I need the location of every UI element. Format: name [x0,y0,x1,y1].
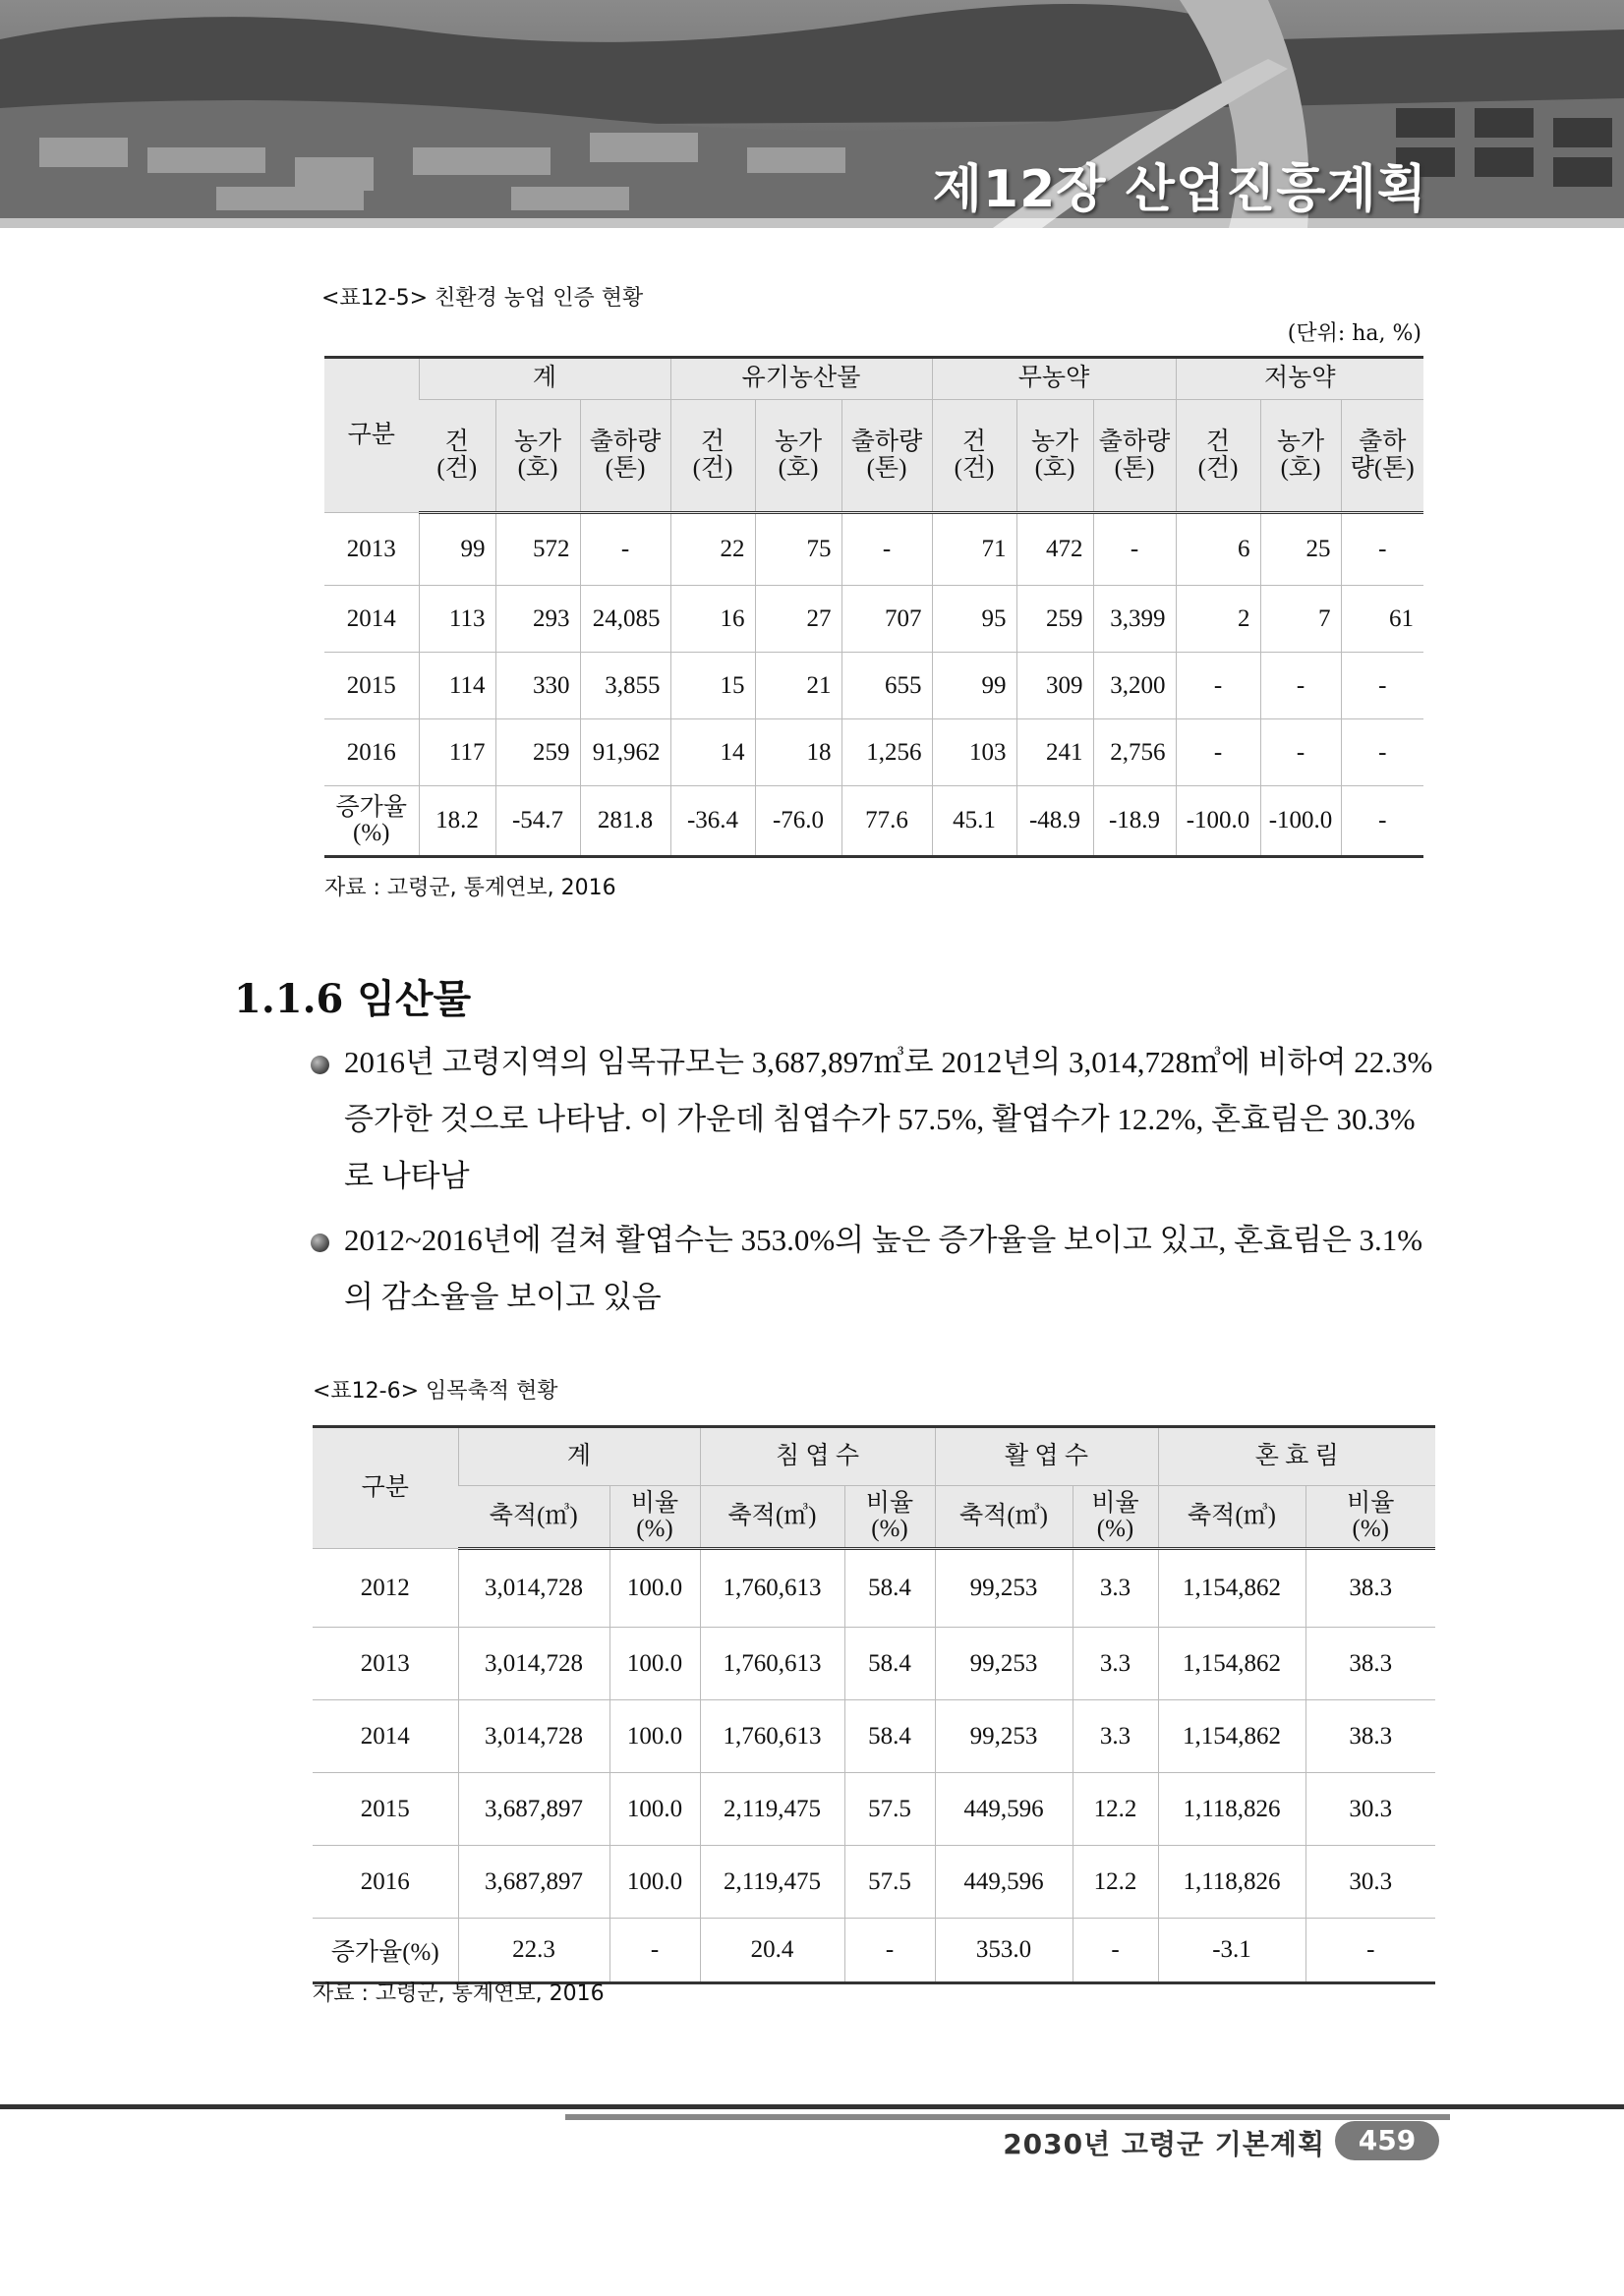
header-line: 농가 [513,429,562,456]
header-line: 농가 [1276,429,1325,456]
growth-row [324,786,1423,857]
table-cell: 1,154,862 [1158,1628,1305,1700]
header-line: 축적(㎥) [727,1502,817,1529]
table-cell: 3.3 [1073,1549,1158,1628]
eco-farming-certification-table [324,356,1423,858]
header-line: (호) [778,454,819,482]
table-cell: 2,119,475 [700,1773,844,1846]
table-cell: - [1176,719,1260,786]
header-banner [0,0,1624,228]
column-header [1073,1486,1158,1549]
column-header [932,400,1016,513]
table-row [313,1700,1435,1773]
header-line: 출하량 [1098,429,1171,456]
table-cell: -18.9 [1093,786,1176,857]
header-line: 축적(㎥) [959,1502,1048,1529]
table-cell: - [1341,653,1423,719]
table-cell: 18.2 [419,786,495,857]
table-cell: 2,119,475 [700,1846,844,1919]
row-label: 2016 [324,719,419,786]
table-cell: 309 [1016,653,1093,719]
table-cell: 100.0 [609,1700,700,1773]
table2-caption: <표12-6> 임목축적 현황 [313,1379,558,1404]
table-cell: 25 [1260,513,1341,586]
table-cell: 22.3 [458,1919,609,1983]
row-label: 2014 [324,586,419,653]
table-row [313,1773,1435,1846]
table-cell: 281.8 [580,786,670,857]
header-line: (톤) [866,454,907,482]
group-header: 혼 효 림 [1158,1427,1435,1486]
group-header: 무농약 [932,358,1176,400]
bullet-icon [311,1234,329,1252]
table-cell: -100.0 [1260,786,1341,857]
header-line: 출하 [1359,429,1407,456]
table-cell: 3,014,728 [458,1628,609,1700]
column-header [844,1486,935,1549]
header-line: 비율 [1091,1489,1139,1517]
table-cell: 57.5 [844,1773,935,1846]
header-line: (톤) [605,454,646,482]
table-cell: - [1260,653,1341,719]
table-cell: -76.0 [755,786,841,857]
table-cell: 3,855 [580,653,670,719]
row-label: 2013 [324,513,419,586]
column-header [1176,400,1260,513]
table-cell: 1,760,613 [700,1549,844,1628]
table-cell: - [844,1919,935,1983]
table-cell: 3,399 [1093,586,1176,653]
column-header [670,400,755,513]
row-label: 2012 [313,1549,458,1628]
header-line: (건) [954,454,995,482]
table-cell: - [1176,653,1260,719]
table-cell: 75 [755,513,841,586]
table-cell: 114 [419,653,495,719]
header-line: 출하량 [850,429,923,456]
table-cell: 1,118,826 [1158,1773,1305,1846]
column-header [458,1486,609,1549]
column-header [935,1486,1073,1549]
table-cell: 30.3 [1305,1773,1435,1846]
table-cell: 1,154,862 [1158,1700,1305,1773]
header-line: (호) [1280,454,1321,482]
table-cell: 21 [755,653,841,719]
table-cell: 99 [419,513,495,586]
table-cell: 14 [670,719,755,786]
column-header [1305,1486,1435,1549]
table-row [313,1549,1435,1628]
table-cell: 58.4 [844,1700,935,1773]
table-cell: 99 [932,653,1016,719]
table-cell: 12.2 [1073,1773,1158,1846]
table-cell: 57.5 [844,1846,935,1919]
table-cell: 100.0 [609,1628,700,1700]
header-line: (%) [636,1516,673,1542]
table-cell: - [580,513,670,586]
row-label [324,786,419,857]
table-row [324,653,1423,719]
table-cell: 113 [419,586,495,653]
footer-title: 2030년 고령군 기본계획 [1003,2128,1325,2160]
table-cell: 22 [670,513,755,586]
table-cell: 449,596 [935,1846,1073,1919]
table-cell: 100.0 [609,1846,700,1919]
table-cell: 77.6 [841,786,932,857]
table-cell: 99,253 [935,1549,1073,1628]
table1-unit: (단위: ha, %) [1287,321,1421,346]
bullet-paragraph: 2016년 고령지역의 임목규모는 3,687,897㎥로 2012년의 3,014,728㎥에 비하여 22.3% 증가한 것으로 나타남. 이 가운데 침엽수가 57.5%, 활엽수가 12.2%, 혼효림은 30.3%로 나타남 [344,1045,1433,1193]
header-line: 량(톤) [1350,454,1415,482]
footer-rule [0,2104,1624,2109]
table-cell: - [1341,513,1423,586]
table-cell: 7 [1260,586,1341,653]
header-line: 비율 [630,1489,679,1517]
table-cell: -36.4 [670,786,755,857]
table-cell: -100.0 [1176,786,1260,857]
row-label: 2015 [313,1773,458,1846]
column-header [609,1486,700,1549]
table-cell: 58.4 [844,1549,935,1628]
table-cell: 655 [841,653,932,719]
row-label: 2015 [324,653,419,719]
row-label: 2016 [313,1846,458,1919]
table-row [313,1846,1435,1919]
group-header: 유기농산물 [670,358,932,400]
header-line: 건 [961,429,987,456]
chapter-title: 제12장 산업진흥계획 [932,160,1427,219]
growth-row [313,1919,1435,1983]
table-cell: 293 [495,586,580,653]
table-cell: 38.3 [1305,1549,1435,1628]
column-header [700,1486,844,1549]
table-cell: 3.3 [1073,1700,1158,1773]
table-cell: - [1341,719,1423,786]
table-cell: 3,014,728 [458,1549,609,1628]
table-row [324,513,1423,586]
table-cell: - [1073,1919,1158,1983]
header-line: (호) [517,454,558,482]
footer-rule-accent [565,2114,1450,2120]
column-header [841,400,932,513]
table-cell: 707 [841,586,932,653]
table-cell: 3,687,897 [458,1846,609,1919]
table-row [324,586,1423,653]
forest-stock-table [313,1425,1435,1984]
column-header [1341,400,1423,513]
row-label: 2013 [313,1628,458,1700]
table-cell: - [1341,786,1423,857]
column-header [580,400,670,513]
table-cell: 45.1 [932,786,1016,857]
table-cell: 6 [1176,513,1260,586]
table-cell: 30.3 [1305,1846,1435,1919]
table-cell: 103 [932,719,1016,786]
table-cell: 1,154,862 [1158,1549,1305,1628]
column-header [419,400,495,513]
table-cell: 259 [495,719,580,786]
table-cell: -3.1 [1158,1919,1305,1983]
table-cell: - [1305,1919,1435,1983]
table-cell: 259 [1016,586,1093,653]
table-cell: 58.4 [844,1628,935,1700]
table-cell: -48.9 [1016,786,1093,857]
table-cell: 3,200 [1093,653,1176,719]
table-cell: 449,596 [935,1773,1073,1846]
table-row [324,719,1423,786]
table-cell: 1,760,613 [700,1700,844,1773]
header-line: (건) [1197,454,1239,482]
table-cell: 353.0 [935,1919,1073,1983]
header-line: (건) [436,454,478,482]
header-line: (건) [692,454,733,482]
table-row [313,1628,1435,1700]
header-line: 비율 [865,1489,914,1517]
table-cell: 572 [495,513,580,586]
table-cell: 472 [1016,513,1093,586]
header-line: (%) [871,1516,908,1542]
table-cell: 99,253 [935,1628,1073,1700]
table-cell: 241 [1016,719,1093,786]
header-line: 축적(㎥) [1188,1502,1276,1529]
group-header: 저농약 [1176,358,1423,400]
header-line: 건 [1205,429,1231,456]
header-line: 건 [700,429,725,456]
table-cell: 38.3 [1305,1700,1435,1773]
table-cell: 100.0 [609,1549,700,1628]
header-line: 출하량 [589,429,662,456]
table-cell: 27 [755,586,841,653]
header-line: 농가 [774,429,823,456]
table-cell: 2,756 [1093,719,1176,786]
table-cell: 16 [670,586,755,653]
table-cell: 117 [419,719,495,786]
row-label: 2014 [313,1700,458,1773]
page-number: 459 [1335,2121,1439,2160]
table-cell: -54.7 [495,786,580,857]
table-cell: 61 [1341,586,1423,653]
group-header: 활 엽 수 [935,1427,1158,1486]
header-line: 비율 [1347,1489,1395,1517]
table-cell: 3.3 [1073,1628,1158,1700]
table-cell: 1,118,826 [1158,1846,1305,1919]
header-line: 증가율 [335,793,407,821]
table-cell: 3,014,728 [458,1700,609,1773]
table-cell: 18 [755,719,841,786]
row-header-cell: 구분 [324,358,419,513]
row-header-cell: 구분 [313,1427,458,1549]
table-cell: 12.2 [1073,1846,1158,1919]
table-cell: 100.0 [609,1773,700,1846]
header-line: (%) [1096,1516,1134,1542]
header-line: 농가 [1030,429,1079,456]
group-header: 계 [419,358,670,400]
bullet-paragraph: 2012~2016년에 걸쳐 활엽수는 353.0%의 높은 증가율을 보이고 있고, 혼효림은 3.1%의 감소율을 보이고 있음 [344,1223,1423,1314]
column-header [755,400,841,513]
table-cell: - [609,1919,700,1983]
table-cell: 99,253 [935,1700,1073,1773]
column-header [1016,400,1093,513]
group-header: 계 [458,1427,700,1486]
table-cell: - [841,513,932,586]
table-cell: 24,085 [580,586,670,653]
group-header: 침 엽 수 [700,1427,935,1486]
table-cell: 3,687,897 [458,1773,609,1846]
column-header [1158,1486,1305,1549]
table-cell: 1,760,613 [700,1628,844,1700]
table-cell: - [1260,719,1341,786]
table-cell: 91,962 [580,719,670,786]
table1-caption: <표12-5> 친환경 농업 인증 현황 [321,286,644,311]
header-line: (호) [1034,454,1075,482]
table-cell: 2 [1176,586,1260,653]
header-line: (%) [353,820,390,846]
column-header [495,400,580,513]
table-cell: 330 [495,653,580,719]
bullet-icon [311,1056,329,1074]
table-cell: - [1093,513,1176,586]
table-cell: 38.3 [1305,1628,1435,1700]
table-cell: 1,256 [841,719,932,786]
table-cell: 20.4 [700,1919,844,1983]
column-header [1260,400,1341,513]
column-header [1093,400,1176,513]
table-cell: 15 [670,653,755,719]
section-heading: 1.1.6 임산물 [234,976,472,1022]
table-cell: 71 [932,513,1016,586]
table1-source: 자료 : 고령군, 통계연보, 2016 [324,876,616,900]
table2-source: 자료 : 고령군, 통계연보, 2016 [313,1981,605,2006]
row-label: 증가율(%) [313,1919,458,1983]
table-cell: 95 [932,586,1016,653]
header-line: 건 [444,429,469,456]
header-line: (%) [1352,1516,1389,1542]
header-line: 축적(㎥) [489,1502,578,1529]
header-line: (톤) [1114,454,1155,482]
